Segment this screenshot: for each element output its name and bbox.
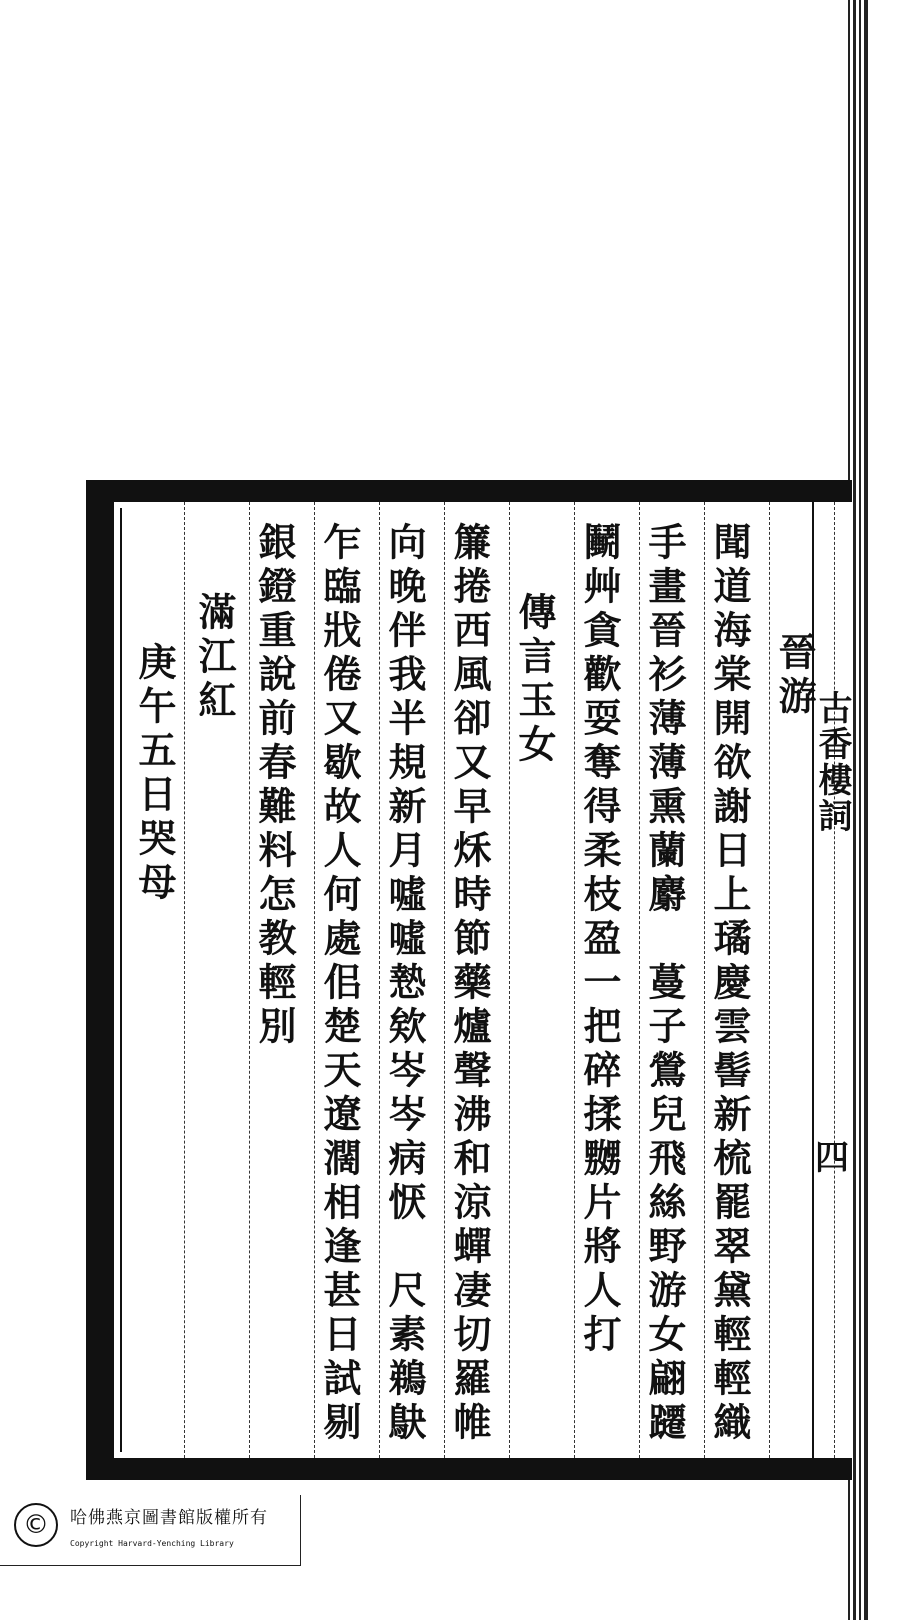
text-column-7: 乍臨戕倦又歇故人何處佀楚天遼濶相逢甚日試剔	[317, 522, 362, 1446]
text-frame	[86, 480, 852, 1480]
copyright-english: Copyright Harvard-Yenching Library	[70, 1539, 234, 1548]
text-column-3: 鬭艸貪歡耍奪得柔枝盈一把碎揉嬲片將人打	[577, 522, 622, 1358]
book-title: 古香樓詞	[812, 690, 852, 834]
block-edge	[812, 500, 854, 1460]
copyright-icon: ©	[14, 1503, 58, 1547]
text-column-6: 向晚伴我半規新月噓噓慹欸岑岑病恹 尺素鵜鴃	[382, 522, 427, 1446]
heading-manjianghong: 滿江紅	[192, 592, 237, 724]
heading-chuanyan-yunu: 傳言玉女	[512, 592, 557, 768]
page-number: 四	[815, 1138, 849, 1178]
text-column-1: 聞道海棠開欲謝日上璚慶雲髻新梳罷翠黛輕輕織	[707, 522, 752, 1446]
copyright-stamp	[0, 1495, 301, 1566]
subtitle-gengwu: 庚午五日哭母	[132, 642, 177, 906]
heading-jinyou: 晉游	[772, 632, 817, 720]
text-column-2: 手畫晉衫薄薄熏蘭麝 蔓子鶯兒飛絲野游女翩躚	[642, 522, 687, 1446]
text-column-5: 簾捲西風卻又早秌時節藥爐聲沸和涼蟬凄切羅帷	[447, 522, 492, 1446]
text-column-8: 銀鐙重說前春難料怎教輕別	[252, 522, 297, 1050]
copyright-chinese: 哈佛燕京圖書館版權所有	[70, 1508, 268, 1528]
